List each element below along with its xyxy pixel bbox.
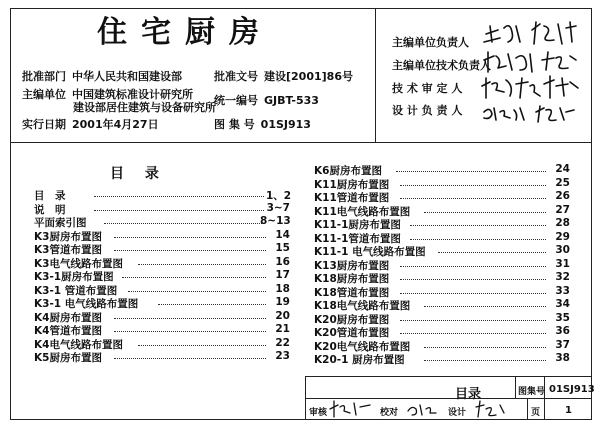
toc-item-page: 3~7 bbox=[266, 201, 290, 214]
toc-item[interactable] bbox=[34, 188, 290, 201]
toc-item[interactable] bbox=[314, 271, 570, 284]
toc-item-title: K3-1 管道布置图 bbox=[34, 284, 118, 297]
toc-leader bbox=[438, 252, 546, 253]
toc-item-title: K6厨房布置图 bbox=[314, 165, 382, 177]
effective-date-label: 实行日期 bbox=[22, 118, 66, 131]
toc-leader bbox=[396, 171, 546, 172]
toc-item[interactable] bbox=[34, 229, 290, 242]
toc-item-page: 1、2 bbox=[266, 190, 292, 202]
document-title: 住宅厨房 bbox=[97, 15, 273, 50]
toc-item[interactable] bbox=[314, 204, 570, 217]
toc-leader bbox=[400, 185, 546, 186]
titleblock-name: 目录 bbox=[455, 387, 482, 402]
toc-item-title: K4管道布置图 bbox=[34, 325, 102, 337]
toc-item-title: K3厨房布置图 bbox=[34, 230, 102, 243]
toc-item-page: 31 bbox=[555, 257, 570, 270]
toc-item[interactable] bbox=[314, 258, 570, 271]
toc-leader bbox=[400, 266, 546, 267]
toc-item-title: K18电气线路布置图 bbox=[314, 300, 411, 312]
toc-leader bbox=[122, 277, 266, 278]
toc-item-title: K3-1厨房布置图 bbox=[34, 271, 114, 283]
toc-item[interactable] bbox=[314, 244, 570, 257]
toc-item[interactable] bbox=[34, 350, 290, 363]
atlas-number bbox=[214, 116, 311, 132]
toc-item-title: K4电气线路布置图 bbox=[34, 338, 123, 351]
chief-editor-label: 主编单位负责人 bbox=[392, 36, 469, 49]
toc-item[interactable] bbox=[34, 296, 290, 309]
toc-item-page: 15 bbox=[275, 242, 290, 254]
toc-item[interactable] bbox=[34, 269, 290, 282]
toc-item-page: 18 bbox=[275, 282, 290, 295]
chief-technical-label: 主编单位技术负责人 bbox=[392, 59, 491, 72]
toc-leader bbox=[400, 320, 546, 321]
toc-item-title: K11管道布置图 bbox=[314, 192, 390, 204]
unified-number-value: GJBT-533 bbox=[264, 94, 319, 107]
toc-item-title: 目 录 bbox=[34, 190, 66, 202]
toc-leader bbox=[400, 333, 546, 334]
titleblock-page-label: 页 bbox=[531, 408, 541, 418]
toc-item[interactable] bbox=[34, 256, 290, 269]
toc-item-title: K20管道布置图 bbox=[314, 327, 390, 339]
toc-leader bbox=[424, 306, 546, 307]
toc-item-title: K20-1 厨房布置图 bbox=[314, 354, 405, 366]
toc-item[interactable] bbox=[34, 283, 290, 296]
toc-item-title: K20厨房布置图 bbox=[314, 313, 390, 326]
approval-department-label: 批准部门 bbox=[22, 70, 66, 83]
handwritten-signatures bbox=[480, 16, 590, 126]
toc-leader bbox=[424, 212, 546, 213]
toc-leader bbox=[94, 196, 264, 197]
toc-item[interactable] bbox=[314, 325, 570, 338]
approval-department-value: 中华人民共和国建设部 bbox=[72, 70, 182, 83]
approval-department bbox=[22, 68, 182, 84]
titleblock-signatures bbox=[326, 399, 526, 419]
toc-leader bbox=[400, 293, 546, 294]
toc-item-title: K3-1 电气线路布置图 bbox=[34, 298, 139, 310]
titleblock-divider-1 bbox=[515, 376, 516, 398]
toc-item-title: K11-1 电气线路布置图 bbox=[314, 246, 426, 258]
toc-leader bbox=[400, 198, 546, 199]
toc-item-page: 17 bbox=[275, 269, 290, 281]
toc-item-page: 29 bbox=[555, 230, 570, 243]
titleblock-review-label: 审核 bbox=[309, 408, 328, 418]
toc-item-title: K13厨房布置图 bbox=[314, 259, 390, 272]
approval-number-value: 建设[2001]86号 bbox=[264, 70, 353, 83]
toc-leader bbox=[138, 264, 266, 265]
titleblock-page-value: 1 bbox=[565, 405, 572, 416]
editor-unit-label: 主编单位 bbox=[22, 88, 66, 101]
toc-item-title: K20电气线路布置图 bbox=[314, 340, 411, 353]
toc-item[interactable] bbox=[314, 190, 570, 203]
titleblock-design-label: 设计 bbox=[448, 408, 467, 418]
titleblock-check-label: 校对 bbox=[380, 408, 399, 418]
toc-item-title: K3管道布置图 bbox=[34, 244, 102, 256]
toc-item[interactable] bbox=[34, 337, 290, 350]
titleblock-atlas-value: 01SJ913 bbox=[549, 384, 595, 395]
toc-item-title: K3电气线路布置图 bbox=[34, 257, 123, 270]
toc-item-page: 16 bbox=[275, 255, 290, 268]
toc-item[interactable] bbox=[34, 242, 290, 255]
toc-item-title: 说 明 bbox=[34, 203, 66, 216]
toc-heading: 目 录 bbox=[110, 166, 167, 182]
toc-item[interactable] bbox=[34, 202, 290, 215]
toc-item-title: K11-1厨房布置图 bbox=[314, 219, 401, 231]
toc-item[interactable] bbox=[314, 177, 570, 190]
toc-item-page: 27 bbox=[555, 203, 570, 216]
toc-leader bbox=[114, 358, 266, 359]
toc-item-title: K18厨房布置图 bbox=[314, 273, 390, 285]
titleblock-atlas-label: 图集号 bbox=[518, 387, 546, 397]
toc-item-page: 23 bbox=[275, 350, 290, 362]
toc-leader bbox=[94, 210, 264, 211]
toc-item[interactable] bbox=[314, 352, 570, 365]
toc-leader bbox=[424, 360, 546, 361]
header-divider bbox=[10, 142, 592, 143]
toc-item-title: 平面索引图 bbox=[34, 217, 87, 229]
toc-leader bbox=[114, 237, 266, 238]
toc-item-title: K5厨房布置图 bbox=[34, 352, 102, 364]
editor-unit-value: 中国建筑标准设计研究所 bbox=[72, 88, 193, 101]
toc-item-page: 21 bbox=[275, 323, 290, 335]
toc-leader bbox=[114, 250, 266, 251]
toc-item-page: 38 bbox=[555, 352, 570, 364]
atlas-number-value: 01SJ913 bbox=[260, 118, 311, 131]
toc-item-title: K11电气线路布置图 bbox=[314, 205, 411, 218]
editor-unit-second bbox=[73, 99, 216, 115]
toc-leader bbox=[104, 223, 264, 224]
toc-item-page: 34 bbox=[555, 298, 570, 310]
toc-leader bbox=[138, 345, 266, 346]
approval-number bbox=[214, 68, 353, 84]
titleblock-left-border bbox=[305, 376, 306, 420]
toc-item[interactable] bbox=[314, 339, 570, 352]
toc-item-page: 8~13 bbox=[260, 215, 291, 227]
toc-item-page: 26 bbox=[555, 190, 570, 202]
design-lead-label: 设 计 负 责 人 bbox=[392, 104, 463, 117]
effective-date-value: 2001年4月27日 bbox=[72, 118, 159, 131]
unified-number-label: 统一编号 bbox=[214, 94, 258, 107]
toc-item[interactable] bbox=[314, 312, 570, 325]
toc-leader bbox=[410, 239, 546, 240]
toc-item-title: K4厨房布置图 bbox=[34, 311, 102, 324]
toc-item[interactable] bbox=[314, 217, 570, 230]
toc-item-page: 37 bbox=[555, 338, 570, 351]
toc-item-page: 22 bbox=[275, 336, 290, 349]
header-vertical-divider bbox=[375, 8, 376, 142]
toc-leader bbox=[424, 347, 546, 348]
toc-item[interactable] bbox=[314, 285, 570, 298]
toc-item-page: 35 bbox=[555, 311, 570, 324]
atlas-number-label: 图 集 号 bbox=[214, 118, 255, 131]
editor-unit-value-2: 建设部居住建筑与设备研究所 bbox=[73, 101, 216, 114]
toc-leader bbox=[410, 225, 546, 226]
toc-item[interactable] bbox=[34, 310, 290, 323]
technical-reviewer-label: 技 术 审 定 人 bbox=[392, 82, 463, 95]
toc-item-title: K11厨房布置图 bbox=[314, 178, 390, 191]
toc-item-page: 36 bbox=[555, 325, 570, 337]
toc-item-page: 14 bbox=[275, 228, 290, 241]
toc-item[interactable] bbox=[314, 163, 570, 176]
toc-item-page: 25 bbox=[555, 176, 570, 189]
toc-item-title: K18管道布置图 bbox=[314, 286, 390, 299]
toc-item-page: 28 bbox=[555, 217, 570, 229]
approval-number-label: 批准文号 bbox=[214, 70, 258, 83]
toc-item[interactable] bbox=[34, 323, 290, 336]
toc-leader bbox=[400, 279, 546, 280]
toc-item-page: 30 bbox=[555, 244, 570, 256]
toc-item-page: 19 bbox=[275, 296, 290, 308]
toc-leader bbox=[114, 318, 266, 319]
unified-number bbox=[214, 92, 319, 108]
effective-date bbox=[22, 116, 159, 132]
toc-item-page: 32 bbox=[555, 271, 570, 283]
toc-item-page: 24 bbox=[555, 163, 570, 175]
titleblock-divider-3 bbox=[527, 398, 528, 420]
toc-item[interactable] bbox=[314, 298, 570, 311]
toc-item-page: 20 bbox=[275, 309, 290, 322]
toc-leader bbox=[114, 331, 266, 332]
toc-leader bbox=[158, 304, 266, 305]
toc-item-page: 33 bbox=[555, 284, 570, 297]
toc-item[interactable] bbox=[314, 231, 570, 244]
titleblock-divider-2 bbox=[544, 376, 545, 420]
titleblock-top-border bbox=[305, 376, 592, 377]
toc-leader bbox=[128, 291, 266, 292]
toc-item-title: K11-1管道布置图 bbox=[314, 232, 401, 245]
toc-item[interactable] bbox=[34, 215, 290, 228]
